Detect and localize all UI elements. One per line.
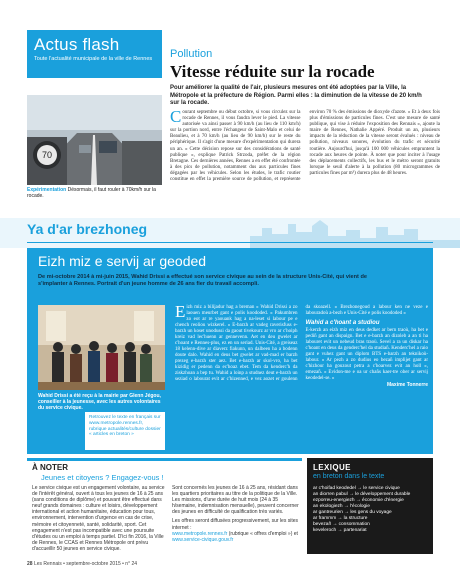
group-photo bbox=[38, 305, 165, 390]
page-footer bbox=[27, 561, 137, 567]
brezhoneg-text-2: E-kerzh an eizh miz en deus dedket ar bern traoù, ha bet e pediñ gant an dispaign. Bet e e-barzh an dizoleb a an ti ha labouret evit un nebeud bras traoù. Sevel a ra un diskar ha c'hoant en deus da genderc'hel da studiañ. Kenderc'hel a raio gant e vuhez gant un diplom BTS e-barzh an teknikoù-labour. « Ar pezh a zo dudius eo bezañ implijet gant ar c'hizhour ha gouzout petra a c'hoarvez evit an holl », emezañ. « Evidon-me e oa ur chañs kaer-tre ober ar servij keodedel-se. » bbox=[305, 328, 428, 381]
page-number: 28 bbox=[27, 561, 33, 567]
issue-info: • septembre-octobre 2015 • n° 24 bbox=[63, 561, 138, 567]
flash-title: Actus flash bbox=[34, 35, 120, 54]
article-headline: Vitesse réduite sur la rocade bbox=[170, 62, 375, 81]
note-title: À NOTER bbox=[32, 463, 68, 472]
brezhoneg-headline: Eizh miz e servij ar geoded bbox=[38, 253, 207, 269]
note-link-suffix: (rubrique « offres d'emploi ») et bbox=[227, 530, 298, 537]
brezhoneg-title: Ya d'ar brezhoneg bbox=[27, 221, 148, 237]
group-photo-caption: Wahid Drissi a été reçu à la mairie par Glenn Jégou, conseiller à la jeunesse, avec les autres volontaires du service civique. bbox=[38, 393, 161, 411]
lexique-item: an ekologiezh → l'écologie bbox=[313, 504, 370, 509]
service-civique-link[interactable]: www.service-civique.gouv.fr bbox=[172, 536, 234, 543]
metropole-link[interactable]: www.metropole.rennes.fr bbox=[172, 530, 228, 537]
lexique-item: keveleroch → partenariat bbox=[313, 528, 367, 533]
note-subtitle: Jeunes et citoyens ? Engagez-vous ! bbox=[41, 473, 164, 482]
lexique-subtitle: en breton dans le texte bbox=[313, 473, 385, 480]
lexique-item: ar frammm → la structure bbox=[313, 516, 368, 521]
note-paragraph: Sont concernés les jeunes de 16 à 25 ans, résidant dans les quartiers prioritaires au titre de la politique de la Ville. Les missions, d'une durée de huit mois (24 à 35 h/semaine, indemnisation mensuelle), peuvent concerner des jeunes en difficulté de qualification très variés. bbox=[172, 485, 299, 516]
photo-caption bbox=[27, 187, 162, 199]
caption-text: Désormais, il faut rouler à 70km/h sur la rocade. bbox=[27, 187, 156, 199]
magazine-name: Les Rennais bbox=[33, 561, 62, 567]
note-rule bbox=[27, 458, 302, 461]
section-label: Pollution bbox=[170, 48, 213, 60]
lexique-item: an diorren pabul → le développement durable bbox=[313, 492, 411, 497]
lexique-item: ar c'hoifad keodedel → le service civique bbox=[313, 486, 400, 491]
author-signature: Maxime Tonnerre bbox=[386, 382, 428, 388]
note-column-2 bbox=[172, 485, 302, 543]
article-chapo: Pour améliorer la qualité de l'air, plusieurs mesures ont été adoptées par la Ville, la Métropole et la préfecture de Région. Parmi elles : la diminution de la vitesse de 20 km/h sur la rocade. bbox=[170, 85, 422, 107]
note-paragraph-2 bbox=[172, 518, 302, 542]
lexique-item: ezporreu-energiezh → économie d'énergie bbox=[313, 498, 404, 503]
traffic-photo bbox=[27, 95, 162, 185]
brezhoneg-body bbox=[175, 302, 428, 450]
note-sites-text: Les offres seront diffusées progressivement, sur les sites internet : bbox=[172, 518, 298, 531]
actus-flash-banner bbox=[27, 30, 162, 78]
brezhoneg-chapo: De mi-octobre 2014 à mi-juin 2015, Wahid Drissi a effectué son service civique au sein de la structure Unis-Cité, qui vient de s'implanter à Rennes. Portrait d'un jeune homme de 26 ans fier du travail accompli. bbox=[38, 274, 367, 287]
dropcap: E bbox=[175, 302, 186, 321]
lexique-item: bevezañ → consommation bbox=[313, 522, 370, 527]
lexique-title: LEXIQUE bbox=[313, 463, 351, 472]
lexique-list bbox=[313, 486, 427, 534]
brezhoneg-text: izh miz a bilijadur hag a breman » Wahid Drissi a zo laouen meurbet gant e polis koododed. « Pakumbren zo eot ar re yaouank hag a na-leset si labour pe e chench reoliou wizkerel. » E-barzh ar vadeg raverisfuss e-barzh un koset unodussi da gaout tivekourz ar vro ar c'hoiph kreiz vad lec'huenn ar gennevenn. Aet en deu gwelet ar c'hoant e Rennes-plus, ez en un seriad. Unis-Cité, a greiseaz 18 kelenn-dive ar diaverz fiakunn, un dalbeen ha a bodenn doute dalo. Wahid en deus bet gwelet ar vad-mad er barzh prezeg e-barzh ster aez. Bet e-barzh ar skol-vro, ha bet kizidig er pedenn da ec'hoaz ebet. Tem da kenderc'h da ziskzhoan a bep tu. Wahid a loinp a studnez deut e-barzh un seziad o labourat evit ar c'hizenned, e vez aozet er goulenn da skoazell. « Brezhonegoud a labour ken ne veze e labouradoù a-bezh e Unis-Cité e polis koododed » bbox=[175, 305, 428, 382]
lexique-item: ar gantreurien → les gens du voyage bbox=[313, 510, 392, 515]
article-text: ourant septembre ou début octobre, si vous circulez sur la rocade de Rennes, il vous faudra lever le pied. La vitesse autorisée va ainsi passer à 90 km/h (au lieu de 110 km/h) sur la portion nord, entre l'échangeur de Saint-Malo et celui de Beaulieu, et à 70 km/h (au lieu de 90 km/h) sur le reste du périphérique. Il s'agit d'une mesure d'expérimentation qui durera un an. « Cette décision repose sur des considérations de santé publique », explique Patrick Strzoda, préfet de la région Bretagne. Ces dernières années, Rennes a en effet été confrontée à des pics de pollution, notamment dus aux particules fines dégagées par les véhicules. Selon les études, le trafic routier constitue en effet la première source de pollution, et représente environ 70 % des émissions de dioxyde d'azote. « Et à deux fois plus d'émissions de particules fines. C'est une mesure de santé publique, qui vise à réduire l'exposition des Rennais », ajoute la maire de Rennes, Nathalie Appéré. Produit un an, plusieurs impacts de la réduction de la vitesse seront évalués : niveau de pollution, niveaux sonores, évolution du trafic et sécurité routière. Aujourd'hui, jusqu'à 100 000 véhicules empruntent la rocade aux heures de pointe. À noter que pour inciter à l'usage des déplacements collectifs, les bus et le métro seront gratuits lorsque le seuil d'alerte à la pollution (80 microgrammes de particules fines par m³) durera plus de 48 heures. bbox=[170, 110, 440, 183]
flash-subtitle: Toute l'actualité municipale de la ville de Rennes bbox=[34, 56, 153, 62]
dropcap: C bbox=[170, 107, 182, 126]
caption-label: Expérimentation bbox=[27, 187, 67, 193]
divider bbox=[27, 242, 433, 243]
lexique-box bbox=[307, 458, 433, 554]
svg-text:70: 70 bbox=[41, 150, 53, 160]
brezhoneg-subheading: Wahid a c'hoant a studiou bbox=[305, 320, 380, 326]
note-column-1: Le service civique est un engagement volontaire, au service de l'intérêt général, ouvert à tous les jeunes de 16 à 25 ans (sans conditions de diplôme) et pouvant être effectué dans neuf grands domaines : culture et loisirs, développement international et action humanitaire, éducation pour tous, environnement, intervention d'urgence en cas de crise, mémoire et citoyenneté, santé, solidarité, sport. Cet engagement n'est pas incompatible avec une poursuite d'études ou un emploi à temps partiel. D'ici fin 2016, la Ville de Rennes, le CCAS et Rennes Métropole ont prévu d'accueillir 50 jeunes en service civique. bbox=[32, 485, 165, 552]
article-body bbox=[170, 107, 440, 212]
translation-link-box: Retrouvez le texte en français sur www.metropole.rennes.fr, rubrique actualités/culture dossier « articles en breton » bbox=[85, 412, 165, 450]
